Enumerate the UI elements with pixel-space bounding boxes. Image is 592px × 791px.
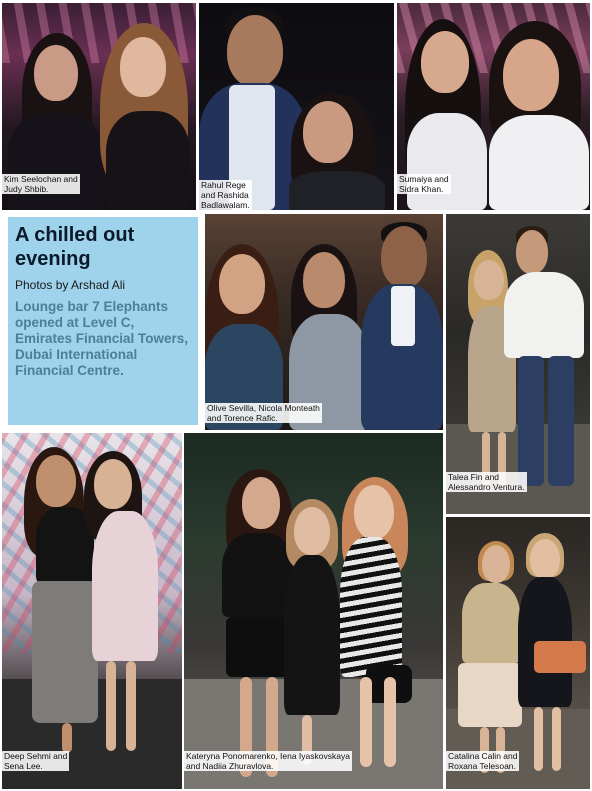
article-title: A chilled out evening (15, 224, 135, 270)
photo-olive-nicola-torence (205, 214, 443, 430)
photo-caption: Sumaiya and Sidra Khan. (399, 174, 449, 194)
article-byline: Photos by Arshad Ali (15, 278, 126, 292)
photo-caption: Kim Seelochan and Judy Shbib. (4, 174, 78, 194)
photo-talea-alessandro (446, 214, 590, 514)
photo-caption: Rahul Rege and Rashida Badlawalam. (201, 180, 250, 210)
article-intro-box (8, 217, 198, 425)
photo-caption: Kateryna Ponomarenko, Iena Iyaskovskaya and Nadiia Zhuravlova. (186, 751, 350, 771)
photo-kim-judy (2, 3, 196, 210)
photo-caption: Talea Fin and Alessandro Ventura. (448, 472, 525, 492)
photo-caption: Deep Sehmi and Sena Lee. (4, 751, 68, 771)
photo-rahul-rashida (199, 3, 394, 210)
article-description: Lounge bar 7 Elephants opened at Level C, Emirates Financial Towers, Dubai International Financial Centre. (15, 299, 189, 378)
photo-deep-sena (2, 433, 182, 789)
photo-sumaiya-sidra (397, 3, 590, 210)
photo-caption: Catalina Calin and Roxana Telesoan. (448, 751, 518, 771)
photo-caption: Olive Sevilla, Nicola Monteath and Torence Rafic. (207, 403, 320, 423)
photo-kateryna-iena-nadiia (184, 433, 443, 789)
photo-catalina-roxana (446, 517, 590, 789)
